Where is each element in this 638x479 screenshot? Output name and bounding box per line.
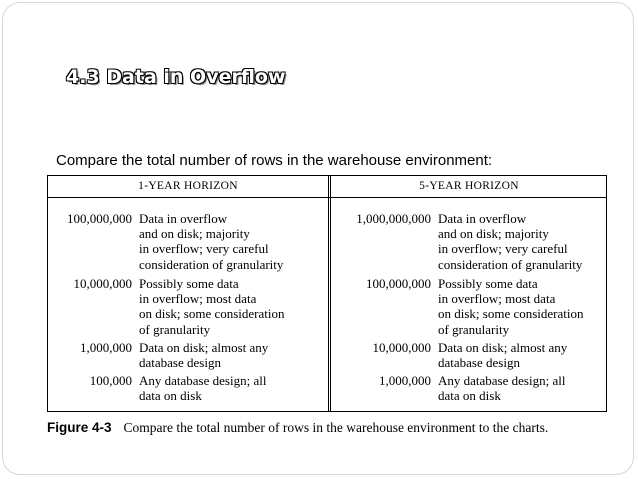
row-description: Data in overflow and on disk; majority in overflow; very careful consideration of granularity [438, 211, 583, 272]
row-value: 1,000,000 [80, 340, 132, 355]
table-row-5yr-2 [331, 276, 607, 338]
table-row-1yr-4 [48, 373, 328, 405]
table-row-5yr-1 [331, 211, 607, 273]
row-description: Data in overflow and on disk; majority in overflow; very careful consideration of granularity [139, 211, 284, 272]
column-header-1-year: 1-YEAR HORIZON [138, 180, 238, 192]
row-description: Possibly some data in overflow; most data on disk; some consideration of granularity [139, 276, 285, 337]
table-row-1yr-3 [48, 340, 328, 372]
figure-table [47, 175, 607, 412]
row-description: Possibly some data in overflow; most data on disk; some consideration of granularity [438, 276, 584, 337]
table-row-5yr-4 [331, 373, 607, 405]
row-value: 10,000,000 [372, 340, 431, 355]
table-row-5yr-3 [331, 340, 607, 372]
row-value: 100,000 [89, 373, 132, 388]
column-header-5-year: 5-YEAR HORIZON [419, 180, 519, 192]
figure-caption-label: Figure 4-3 [47, 420, 112, 435]
figure-caption-text: Compare the total number of rows in the warehouse environment to the charts. [123, 420, 549, 435]
figure-caption [47, 420, 548, 436]
row-value: 100,000,000 [366, 276, 431, 291]
table-row-1yr-2 [48, 276, 328, 338]
row-description: Any database design; all data on disk [438, 373, 566, 404]
row-value: 100,000,000 [67, 211, 132, 226]
row-description: Data on disk; almost any database design [139, 340, 269, 371]
row-value: 10,000,000 [73, 276, 132, 291]
row-description: Data on disk; almost any database design [438, 340, 568, 371]
table-row-1yr-1 [48, 211, 328, 273]
slide-title: 4.3 Data in Overflow [66, 66, 286, 88]
row-value: 1,000,000,000 [356, 211, 431, 226]
row-description: Any database design; all data on disk [139, 373, 267, 404]
row-value: 1,000,000 [379, 373, 431, 388]
slide-subtitle: Compare the total number of rows in the warehouse environment: [56, 152, 493, 169]
